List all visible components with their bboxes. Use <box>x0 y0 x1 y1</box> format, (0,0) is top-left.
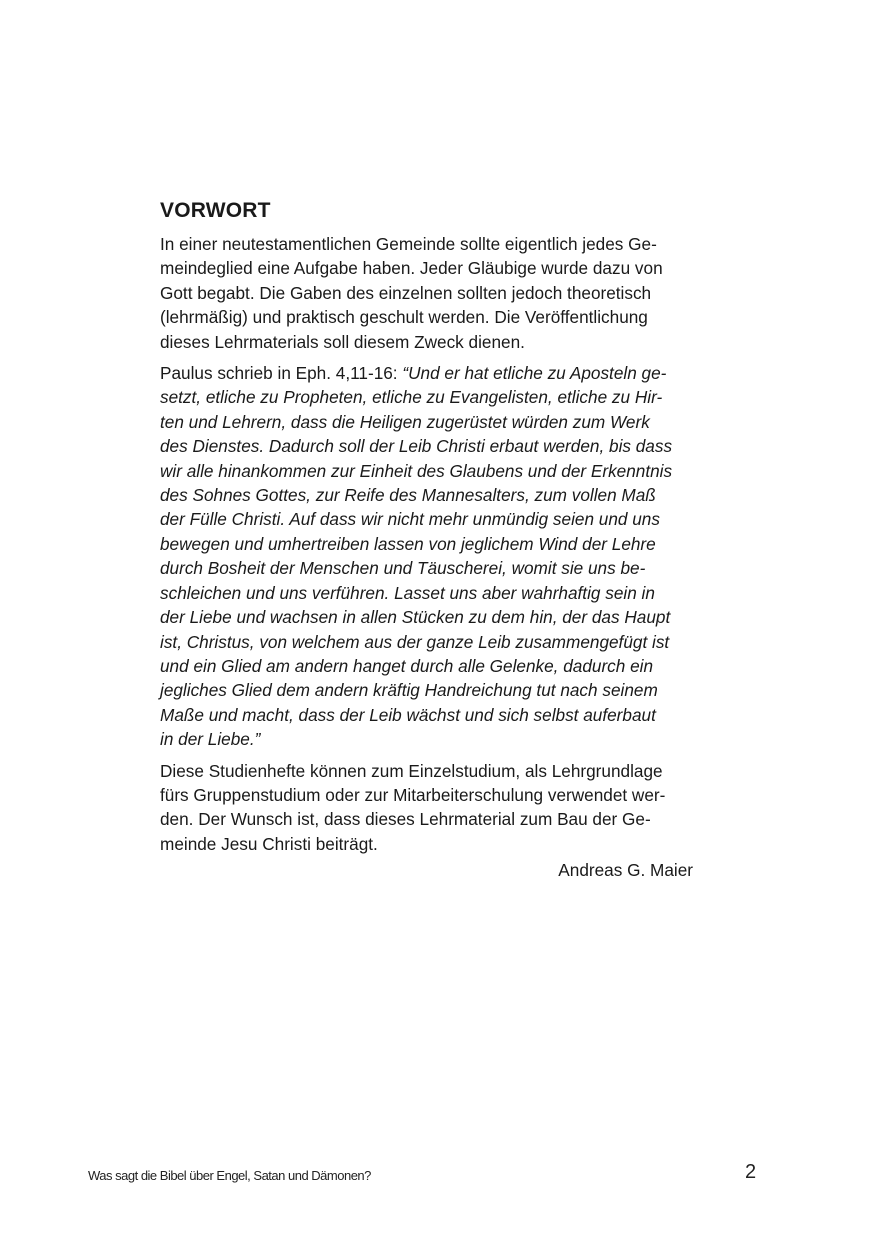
quote-line: jegliches Glied dem andern kräftig Handreichung tut nach seinem <box>160 680 658 701</box>
quote-line: der Liebe und wachsen in allen Stücken zu dem hin, der das Haupt <box>160 607 671 628</box>
page-number: 2 <box>745 1161 757 1183</box>
main-content <box>160 198 693 883</box>
quote-line: des Dienstes. Dadurch soll der Leib Christi erbaut werden, bis dass <box>160 436 673 457</box>
text-line <box>160 361 693 385</box>
author-signature: Andreas G. Maier <box>558 860 693 881</box>
text-line: (lehrmäßig) und praktisch geschult werden. Die Veröffentlichung <box>160 307 648 328</box>
quote-line: der Fülle Christi. Auf dass wir nicht mehr unmündig seien und uns <box>160 509 660 530</box>
page-heading: VORWORT <box>160 199 271 222</box>
quote-line: ten und Lehrern, dass die Heiligen zugerüstet würden zum Werk <box>160 411 650 432</box>
quote-text: “Und er hat etliche zu Aposteln ge- <box>402 363 667 384</box>
quote-line: schleichen und uns verführen. Lasset uns aber wahrhaftig sein in <box>160 582 655 603</box>
text-line: In einer neutestamentlichen Gemeinde sollte eigentlich jedes Ge- <box>160 234 657 254</box>
footer-book-title: Was sagt die Bibel über Engel, Satan und Dämonen? <box>88 1168 371 1183</box>
paragraph-quote <box>160 361 693 752</box>
quote-line: setzt, etliche zu Propheten, etliche zu Evangelisten, etliche zu Hir- <box>160 387 663 408</box>
text-line: dieses Lehrmaterials soll diesem Zweck dienen. <box>160 331 525 352</box>
text-line: den. Der Wunsch ist, dass dieses Lehrmaterial zum Bau der Ge- <box>160 809 651 830</box>
text-line: meinde Jesu Christi beiträgt. <box>160 833 378 854</box>
quote-intro: Paulus schrieb in Eph. 4,11-16: <box>160 363 403 384</box>
quote-line: wir alle hinankommen zur Einheit des Glaubens und der Erkenntnis <box>160 460 673 481</box>
quote-line: bewegen und umhertreiben lassen von jeglichem Wind der Lehre <box>160 533 656 554</box>
paragraph-intro <box>160 232 693 354</box>
text-line: Diese Studienhefte können zum Einzelstudium, als Lehrgrundlage <box>160 760 663 781</box>
text-line: fürs Gruppenstudium oder zur Mitarbeiterschulung verwendet wer- <box>160 784 666 805</box>
quote-line: und ein Glied am andern hanget durch alle Gelenke, dadurch ein <box>160 655 654 676</box>
quote-line: des Sohnes Gottes, zur Reife des Mannesalters, zum vollen Maß <box>160 485 656 506</box>
quote-line: in der Liebe.” <box>160 729 261 750</box>
quote-line: durch Bosheit der Menschen und Täuscherei, womit sie uns be- <box>160 558 646 579</box>
text-line: meindeglied eine Aufgabe haben. Jeder Gläubige wurde dazu von <box>160 258 663 279</box>
text-line: Gott begabt. Die Gaben des einzelnen sollten jedoch theoretisch <box>160 282 652 303</box>
paragraph-closing <box>160 759 693 857</box>
quote-line: Maße und macht, dass der Leib wächst und sich selbst auferbaut <box>160 704 656 725</box>
quote-line: ist, Christus, von welchem aus der ganze Leib zusammengefügt ist <box>160 631 670 652</box>
